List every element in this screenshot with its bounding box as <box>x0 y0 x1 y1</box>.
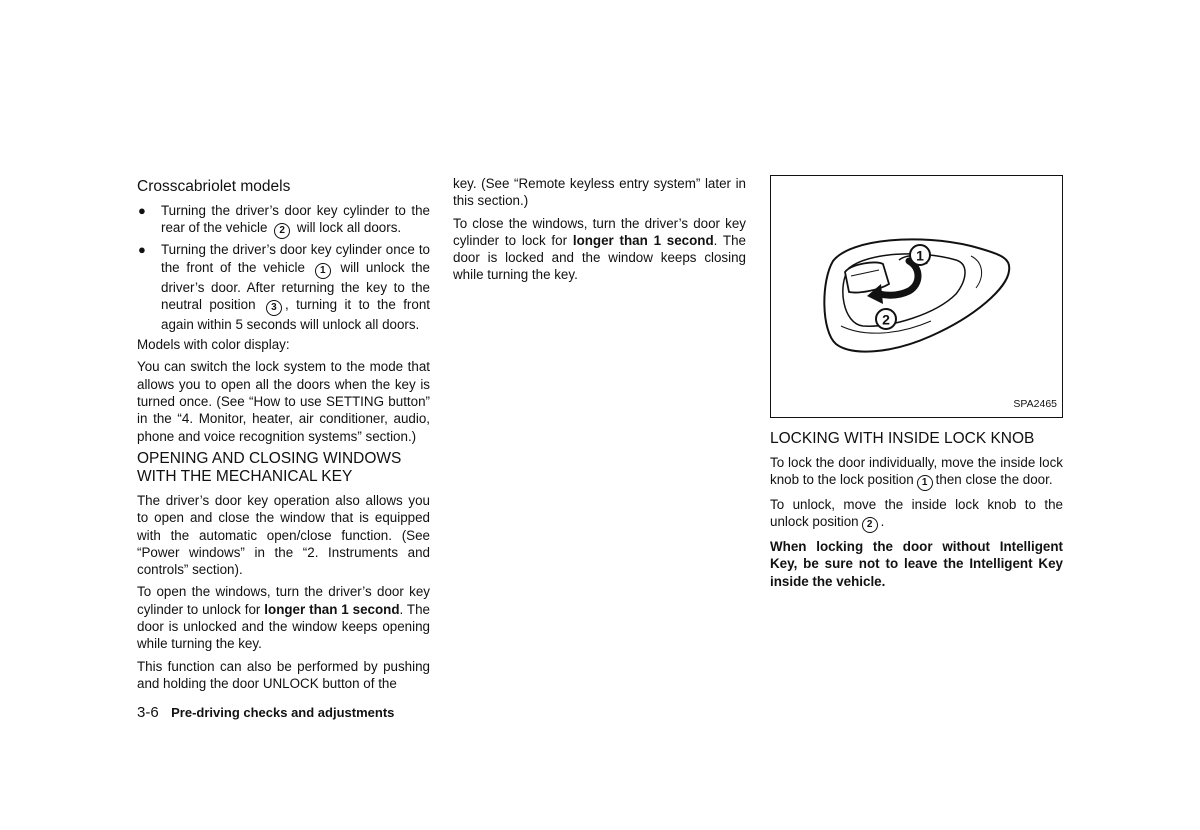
section-heading-lock-knob: LOCKING WITH INSIDE LOCK KNOB <box>770 430 1035 447</box>
paragraph-remote-keyless: key. (See “Remote keyless entry system” later in this section.) <box>453 176 746 209</box>
circled-number: 1 <box>917 475 933 491</box>
bullet1-text-end: will lock all doors. <box>296 220 402 236</box>
circled-number: 2 <box>862 517 878 533</box>
bullet-dot-icon: ● <box>138 242 146 258</box>
paragraph-close-windows <box>453 215 746 284</box>
bullet2-text-mid: will unlock the driver’s door. After returning the key to the neutral position <box>161 259 430 312</box>
column-right <box>770 175 1063 595</box>
open-duration-bold: longer than 1 second <box>264 601 400 617</box>
paragraph-open-windows <box>137 583 430 652</box>
paragraph-lock-knob <box>770 454 1063 491</box>
column-middle <box>453 175 746 289</box>
paragraph-unlock-knob <box>770 496 1063 533</box>
bullet-list <box>137 202 430 333</box>
paragraph-key-operation: The driver’s door key operation also allows you to open and close the window that is equipped with the automatic open/close function. (See “Power windows” in the “2. Instruments and controls” section). <box>137 492 430 578</box>
close-text: To close the windows, turn the driver’s door key cylinder to lock for <box>453 215 746 248</box>
column-left <box>137 175 430 697</box>
bullet1-text: Turning the driver’s door key cylinder to the rear of the vehicle <box>161 203 430 236</box>
page-footer <box>137 704 394 722</box>
circled-number: 3 <box>266 300 282 316</box>
warning-intelligent-key: When locking the door without Intelligent Key, be sure not to leave the Intelligent Key inside the vehicle. <box>770 539 1063 589</box>
paragraph-models-color: Models with color display: <box>137 337 290 353</box>
door-lock-knob-illustration <box>771 176 1062 417</box>
page-number: 3-6 <box>137 704 159 721</box>
bullet2-text: Turning the driver’s door key cylinder once to the front of the vehicle <box>161 242 430 275</box>
callout-1-label: 1 <box>916 247 924 264</box>
lock-text: To lock the door individually, move the inside lock knob to the lock position <box>770 454 1063 487</box>
unlock-text-end: . <box>880 514 885 530</box>
bullet-dot-icon: ● <box>138 203 146 218</box>
bullet2-text-end: , turning it to the front again within 5 seconds will unlock all doors. <box>161 296 430 332</box>
circled-number: 2 <box>274 223 290 239</box>
chapter-title: Pre-driving checks and adjustments <box>171 705 395 720</box>
bullet-item-lock <box>137 202 430 239</box>
figure-lock-knob <box>770 175 1063 418</box>
paragraph-switch-mode: You can switch the lock system to the mode that allows you to open all the doors when the key is turned once. (See “How to use SETTING button” in the “4. Monitor, heater, air conditioner, audio, phone and voice recognition systems” section.) <box>137 359 430 444</box>
callout-2-label: 2 <box>882 311 890 328</box>
bullet-item-unlock <box>137 241 430 333</box>
close-duration-bold: longer than 1 second <box>572 232 714 248</box>
paragraph-function: This function can also be performed by pushing and holding the door UNLOCK button of the <box>137 658 430 691</box>
open-text-end: . The door is unlocked and the window keeps opening while turning the key. <box>137 601 431 652</box>
subheading-crosscabriolet: Crosscabriolet models <box>137 178 291 195</box>
close-text-end: . The door is locked and the window keeps closing while turning the key. <box>453 232 746 283</box>
figure-code: SPA2465 <box>1013 397 1057 410</box>
lock-knob <box>845 262 889 292</box>
circled-number: 1 <box>315 263 331 279</box>
open-text: To open the windows, turn the driver’s door key cylinder to unlock for <box>137 584 430 617</box>
section-heading-windows: OPENING AND CLOSING WINDOWS WITH THE MECHANICAL KEY <box>137 449 402 486</box>
lock-text-end: then close the door. <box>935 471 1053 487</box>
unlock-text: To unlock, move the inside lock knob to the unlock position <box>770 496 1063 530</box>
